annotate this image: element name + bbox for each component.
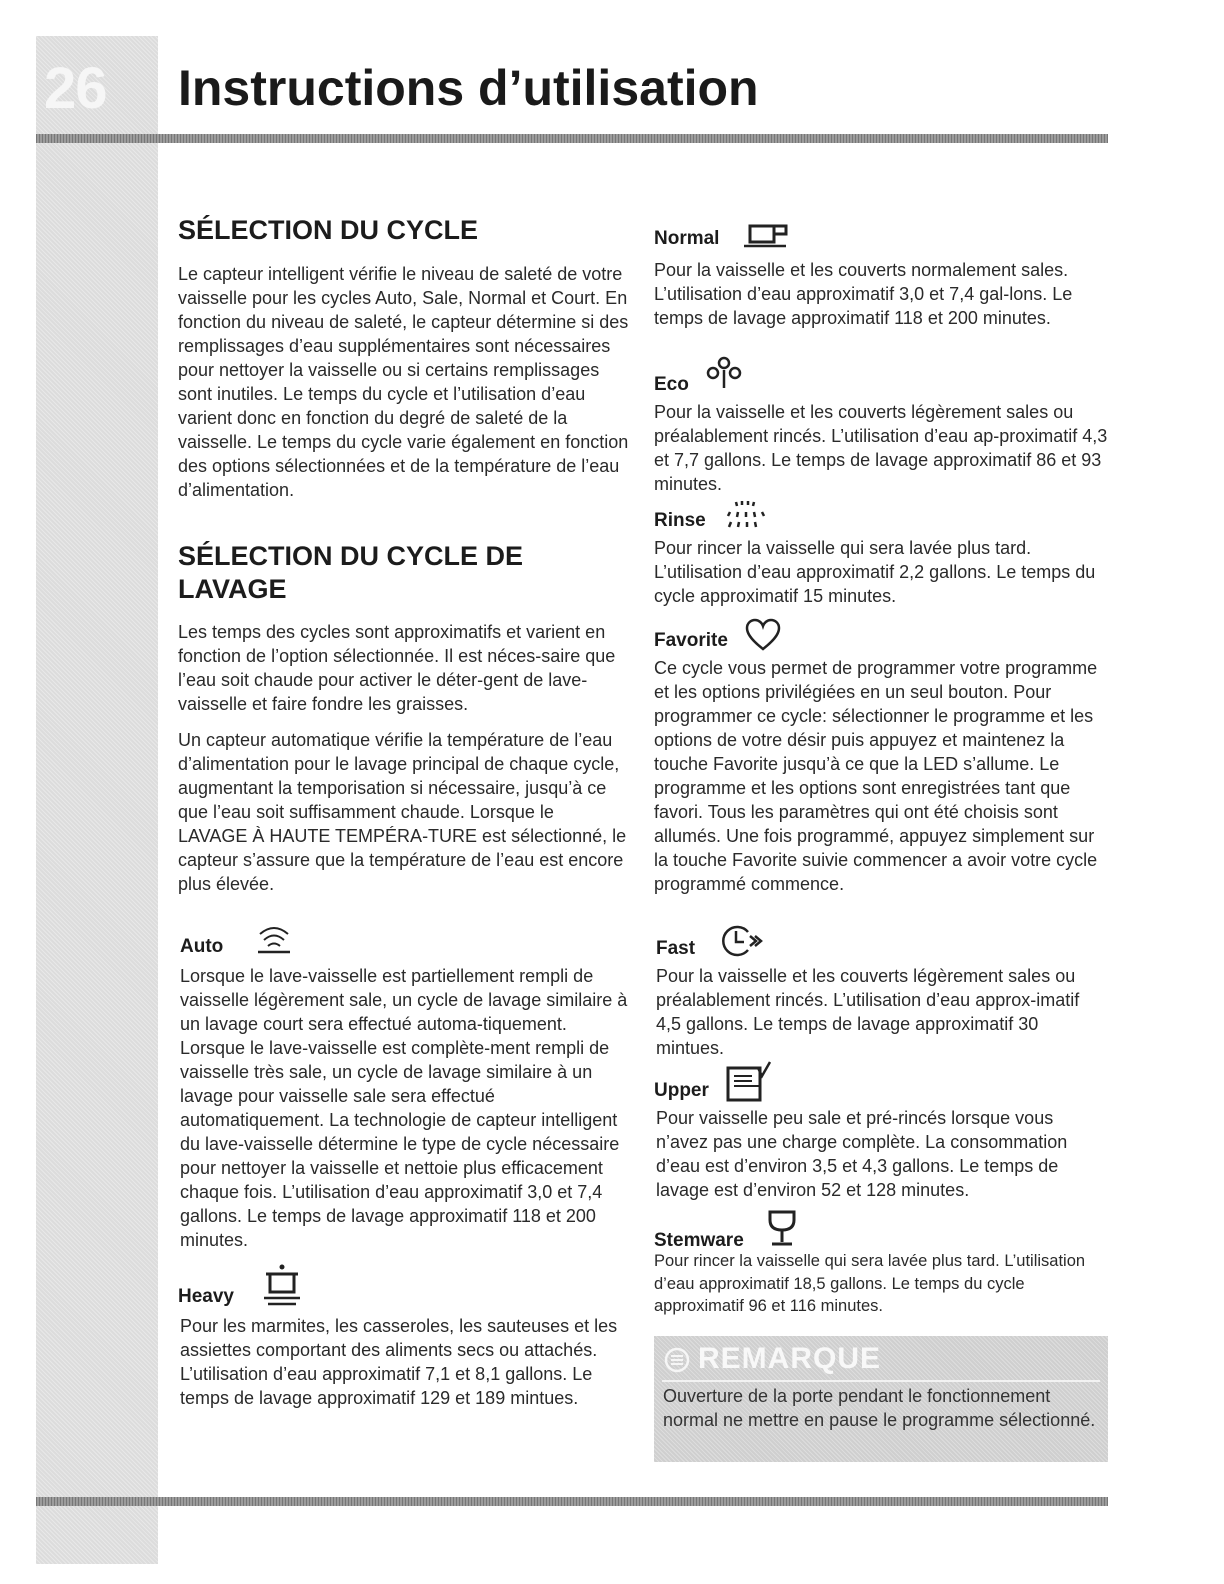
wine-glass-icon	[764, 1208, 800, 1248]
heavy-pot-icon	[258, 1262, 306, 1310]
note-text: Ouverture de la porte pendant le fonctionnement normal ne mettre en pause le programme sélectionné.	[663, 1386, 1096, 1430]
page-title: Instructions d’utilisation	[178, 60, 759, 116]
page-sidebar-band	[36, 36, 158, 1564]
section-title-wash-cycle: SÉLECTION DU CYCLE DE LAVAGE	[178, 541, 524, 604]
cycle-title-heavy: Heavy	[178, 1286, 234, 1307]
eco-leaf-icon	[704, 356, 744, 392]
cycle-title-stemware: Stemware	[654, 1230, 744, 1251]
auto-sensor-icon	[252, 922, 296, 958]
rinse-spray-icon	[720, 496, 768, 532]
cycle-text-eco: Pour la vaisselle et les couverts légèrement sales ou préalablement rincés. L’utilisation d’eau ap-proximatif 4,3 et 7,7 gallons. Le temps de lavage approximatif 86 et 93 minutes.	[654, 402, 1108, 494]
cycle-text-favorite: Ce cycle vous permet de programmer votre programme et les options privilégiées en un seul bouton. Pour programmer ce cycle: sélectionner le programme et les options de votre désir puis appuyez et maintenez la touche Favorite jusqu’à ce que la LED s’allume. Le programme et les options sont enregistrées tant que favori. Tous les paramètres qui ont été choisis sont allumés. Une fois programmé, appuyez simplement sur la touche Favorite suivie commencer a avoir votre cycle programmé commence.	[654, 658, 1098, 894]
upper-rack-icon	[722, 1060, 774, 1104]
cycle-title-fast: Fast	[656, 938, 696, 959]
note-box	[654, 1336, 1108, 1462]
cycle-text-fast: Pour la vaisselle et les couverts légèrement sales ou préalablement rincés. L’utilisation d’eau approx-imatif 4,5 gallons. Le temps de lavage approximatif 30 mintues.	[656, 966, 1080, 1058]
section-text-cycle-selection: Le capteur intelligent vérifie le niveau de saleté de votre vaisselle pour les cycles Auto, Sale, Normal et Court. En fonction du niveau de saleté, le capteur détermine si des remplissages d’eau supplémentaires sont nécessaires pour nettoyer la vaisselle ou si certains remplissages sont inutiles. Le temps du cycle et l’utilisation d’eau varient donc en fonction du degré de saleté de la vaisselle. Le temps du cycle varie également en fonction des options sélectionnées et de la température de l’eau d’alimentation.	[178, 264, 629, 500]
cycle-text-heavy: Pour les marmites, les casseroles, les sauteuses et les assiettes comportant des aliments secs ou attachés. L’utilisation d’eau approximatif 7,1 et 8,1 gallons. Le temps de lavage approximatif 129 et 189 mintues.	[180, 1316, 618, 1408]
header-rule	[36, 134, 1108, 143]
footer-rule	[36, 1497, 1108, 1506]
cycle-text-auto: Lorsque le lave-vaisselle est partiellement rempli de vaisselle légèrement sale, un cycle de lavage similaire à un lavage court sera effectué automa-tiquement. Lorsque le lave-vaisselle est complète-ment rempli de vaisselle très sale, un cycle de lavage similaire à un lavage pour vaisselle sale sera effectué automatiquement. La technologie de capteur intelligent du lave-vaisselle détermine le type de cycle nécessaire pour nettoyer la vaisselle et nettoie plus efficacement chaque fois. L’utilisation d’eau approximatif 3,0 et 7,4 gallons. Le temps de lavage approximatif 118 et 200 minutes.	[180, 966, 628, 1250]
heart-icon	[744, 618, 782, 652]
cycle-text-upper: Pour vaisselle peu sale et pré-rincés lorsque vous n’avez pas une charge complète. La consommation d’eau est d’environ 3,5 et 4,3 gallons. Le temps de lavage est d’environ 52 et 128 minutes.	[656, 1108, 1068, 1200]
cycle-title-upper: Upper	[654, 1080, 709, 1101]
section-title-cycle-selection: SÉLECTION DU CYCLE	[178, 215, 479, 245]
note-title: REMARQUE	[698, 1342, 882, 1375]
section-text-wash-cycle-2: Un capteur automatique vérifie la température de l’eau d’alimentation pour le lavage principal de chaque cycle, augmentant la temporisation si nécessaire, jusqu’à ce que l’eau soit suffisamment chaude. Lorsque le LAVAGE À HAUTE TEMPÉRA-TURE est sélectionné, le capteur s’assure que la température de l’eau est encore plus élevée.	[178, 730, 627, 894]
cycle-text-stemware: Pour rincer la vaisselle qui sera lavée plus tard. L’utilisation d’eau approximatif 18,5 gallons. Le temps du cycle approximatif 96 et 116 minutes.	[654, 1252, 1086, 1315]
cycle-title-auto: Auto	[180, 936, 224, 957]
cycle-title-normal: Normal	[654, 228, 720, 249]
cycle-title-favorite: Favorite	[654, 630, 728, 651]
note-divider	[662, 1380, 1100, 1382]
note-icon	[664, 1346, 690, 1374]
cycle-title-rinse: Rinse	[654, 510, 706, 531]
page-number: 26	[44, 56, 107, 121]
cycle-text-rinse: Pour rincer la vaisselle qui sera lavée plus tard. L’utilisation d’eau approximatif 2,2 gallons. Le temps du cycle approximatif 15 minutes.	[654, 538, 1096, 606]
cycle-title-eco: Eco	[654, 374, 689, 395]
fast-clock-icon	[716, 922, 766, 960]
cycle-text-normal: Pour la vaisselle et les couverts normalement sales. L’utilisation d’eau approximatif 3,0 et 7,4 gal-lons. Le temps de lavage approximatif 118 et 200 minutes.	[654, 260, 1073, 328]
section-text-wash-cycle-1: Les temps des cycles sont approximatifs et varient en fonction de l’option sélectionnée. Il est néces-saire que l’eau soit chaude pour activer le déter-gent de lave-vaisselle et faire fondre les graisses.	[178, 622, 616, 714]
normal-dish-icon	[740, 222, 794, 252]
